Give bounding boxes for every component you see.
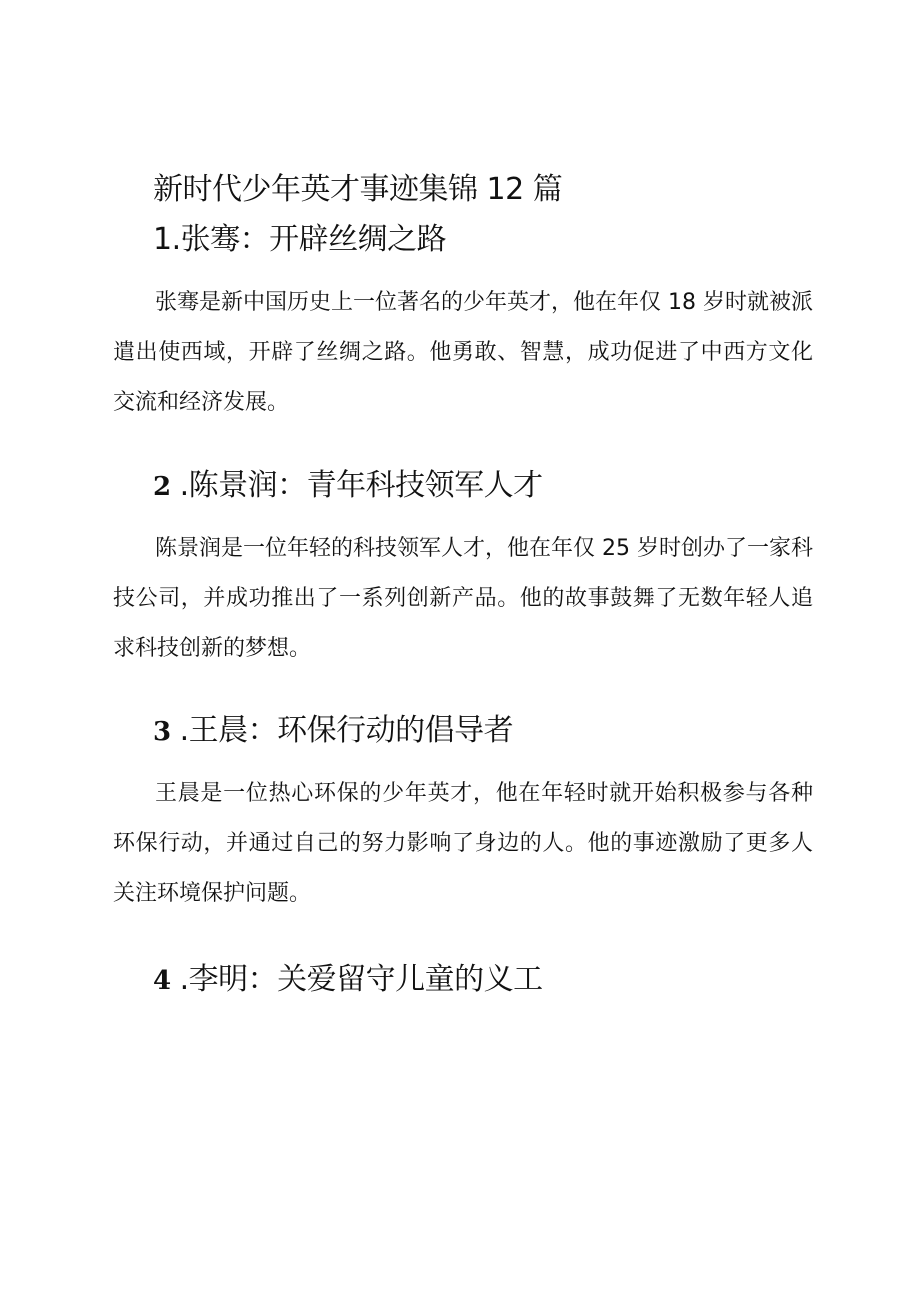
section-title: .王晨：环保行动的倡导者 — [179, 713, 514, 748]
document-title: 新时代少年英才事迹集锦 12 篇 — [153, 172, 563, 207]
section-number: 4 — [153, 966, 171, 996]
section-body: 陈景润是一位年轻的科技领军人才，他在年仅 25 岁时创办了一家科技公司，并成功推出了一系列创新产品。他的故事鼓舞了无数年轻人追求科技创新的梦想。 — [113, 536, 813, 661]
section-heading — [153, 960, 543, 1001]
section-title: .李明：关爱留守儿童的义工 — [179, 962, 543, 997]
section-title: .陈景润：青年科技领军人才 — [179, 468, 543, 503]
section-title: 张骞：开辟丝绸之路 — [180, 222, 447, 257]
section-heading — [153, 711, 513, 752]
section-body: 王晨是一位热心环保的少年英才，他在年轻时就开始积极参与各种环保行动，并通过自己的努力影响了身边的人。他的事迹激励了更多人关注环境保护问题。 — [113, 781, 813, 906]
section-number: 1. — [153, 222, 181, 257]
section-body: 张骞是新中国历史上一位著名的少年英才，他在年仅 18 岁时就被派遣出使西域，开辟了丝绸之路。他勇敢、智慧，成功促进了中西方文化交流和经济发展。 — [113, 290, 813, 415]
section-heading — [153, 220, 446, 260]
section-number: 2 — [153, 472, 171, 502]
section-heading — [153, 466, 543, 507]
section-number: 3 — [153, 717, 171, 747]
